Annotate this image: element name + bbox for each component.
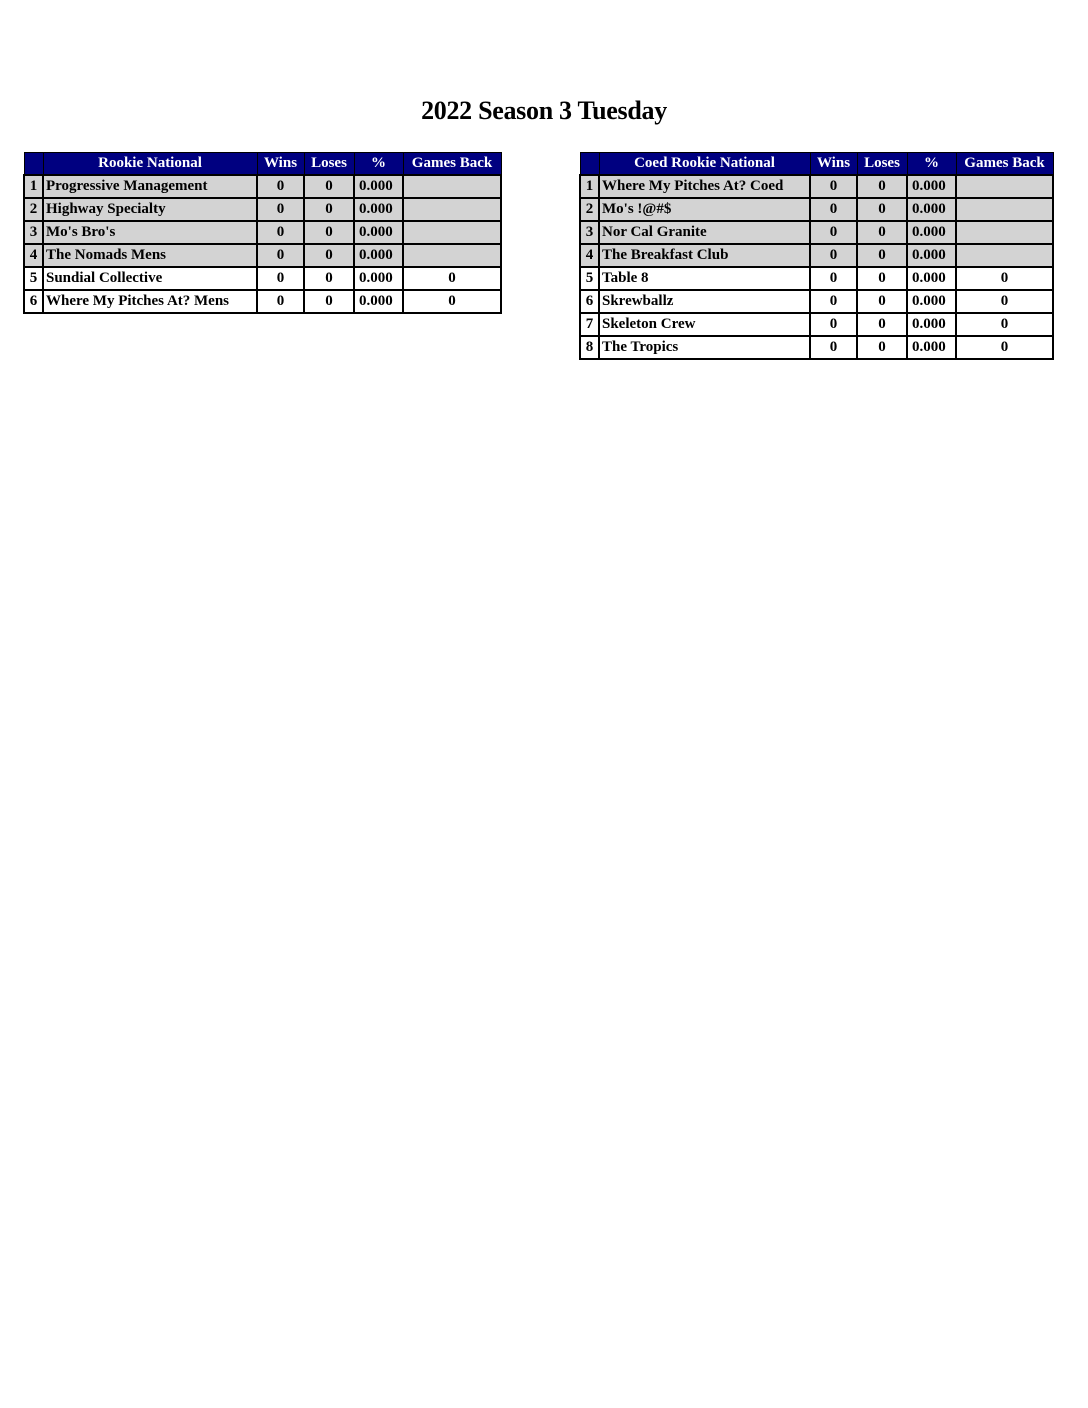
rank-cell: 4 [24, 244, 43, 267]
rank-cell: 2 [24, 198, 43, 221]
table-row [580, 198, 1053, 221]
loses-column-header: Loses [304, 153, 354, 176]
division-header: Coed Rookie National [599, 153, 810, 176]
loses-cell: 0 [857, 244, 907, 267]
games-back-cell: 0 [956, 290, 1053, 313]
loses-cell: 0 [857, 175, 907, 198]
rank-cell: 5 [24, 267, 43, 290]
team-name-cell: Sundial Collective [43, 267, 257, 290]
team-name-cell: Where My Pitches At? Coed [599, 175, 810, 198]
team-name-cell: Skeleton Crew [599, 313, 810, 336]
team-name-cell: Mo's !@#$ [599, 198, 810, 221]
games-back-cell: 0 [956, 313, 1053, 336]
table-row [580, 267, 1053, 290]
table-header-row [580, 153, 1053, 176]
wins-cell: 0 [257, 290, 304, 313]
rank-cell: 5 [580, 267, 599, 290]
games-back-column-header: Games Back [956, 153, 1053, 176]
rank-column-header [24, 153, 43, 176]
rank-cell: 7 [580, 313, 599, 336]
loses-cell: 0 [304, 290, 354, 313]
table-row [24, 244, 501, 267]
pct-cell: 0.000 [907, 221, 956, 244]
rank-cell: 3 [580, 221, 599, 244]
rank-cell: 1 [580, 175, 599, 198]
team-name-cell: The Breakfast Club [599, 244, 810, 267]
wins-cell: 0 [257, 198, 304, 221]
wins-cell: 0 [810, 175, 857, 198]
rank-cell: 1 [24, 175, 43, 198]
team-name-cell: Progressive Management [43, 175, 257, 198]
games-back-cell [403, 221, 501, 244]
loses-cell: 0 [857, 267, 907, 290]
team-name-cell: The Tropics [599, 336, 810, 359]
table-header-row [24, 153, 501, 176]
games-back-cell [956, 198, 1053, 221]
table-row [24, 198, 501, 221]
pct-cell: 0.000 [354, 198, 403, 221]
table-row [580, 336, 1053, 359]
pct-cell: 0.000 [907, 336, 956, 359]
games-back-cell: 0 [403, 290, 501, 313]
loses-column-header: Loses [857, 153, 907, 176]
pct-column-header: % [907, 153, 956, 176]
team-name-cell: Where My Pitches At? Mens [43, 290, 257, 313]
loses-cell: 0 [857, 290, 907, 313]
wins-column-header: Wins [257, 153, 304, 176]
pct-cell: 0.000 [907, 175, 956, 198]
wins-cell: 0 [810, 221, 857, 244]
table-row [580, 175, 1053, 198]
pct-cell: 0.000 [907, 244, 956, 267]
wins-cell: 0 [810, 267, 857, 290]
wins-cell: 0 [810, 244, 857, 267]
rank-column-header [580, 153, 599, 176]
wins-cell: 0 [810, 290, 857, 313]
wins-cell: 0 [257, 221, 304, 244]
wins-cell: 0 [257, 267, 304, 290]
loses-cell: 0 [304, 244, 354, 267]
pct-cell: 0.000 [907, 198, 956, 221]
games-back-cell [956, 175, 1053, 198]
team-name-cell: Highway Specialty [43, 198, 257, 221]
loses-cell: 0 [304, 267, 354, 290]
loses-cell: 0 [304, 221, 354, 244]
pct-column-header: % [354, 153, 403, 176]
rank-cell: 6 [580, 290, 599, 313]
games-back-cell [403, 244, 501, 267]
table-row [24, 290, 501, 313]
table-row [24, 221, 501, 244]
table-row [580, 221, 1053, 244]
pct-cell: 0.000 [907, 267, 956, 290]
games-back-cell [956, 221, 1053, 244]
rank-cell: 2 [580, 198, 599, 221]
division-header: Rookie National [43, 153, 257, 176]
rank-cell: 3 [24, 221, 43, 244]
standings-table-coed-rookie-national [579, 152, 1054, 360]
rank-cell: 6 [24, 290, 43, 313]
pct-cell: 0.000 [354, 290, 403, 313]
loses-cell: 0 [857, 336, 907, 359]
loses-cell: 0 [304, 198, 354, 221]
team-name-cell: Table 8 [599, 267, 810, 290]
wins-cell: 0 [257, 244, 304, 267]
team-name-cell: Mo's Bro's [43, 221, 257, 244]
wins-cell: 0 [810, 198, 857, 221]
team-name-cell: Nor Cal Granite [599, 221, 810, 244]
table-row [24, 175, 501, 198]
pct-cell: 0.000 [907, 313, 956, 336]
games-back-cell: 0 [956, 267, 1053, 290]
games-back-cell [403, 198, 501, 221]
loses-cell: 0 [304, 175, 354, 198]
table-row [580, 313, 1053, 336]
loses-cell: 0 [857, 221, 907, 244]
games-back-cell: 0 [956, 336, 1053, 359]
wins-column-header: Wins [810, 153, 857, 176]
team-name-cell: The Nomads Mens [43, 244, 257, 267]
games-back-cell: 0 [403, 267, 501, 290]
page-title: 2022 Season 3 Tuesday [421, 96, 667, 125]
pct-cell: 0.000 [354, 244, 403, 267]
games-back-cell [956, 244, 1053, 267]
pct-cell: 0.000 [354, 267, 403, 290]
rank-cell: 4 [580, 244, 599, 267]
standings-table-rookie-national [23, 152, 502, 314]
loses-cell: 0 [857, 198, 907, 221]
pct-cell: 0.000 [907, 290, 956, 313]
team-name-cell: Skrewballz [599, 290, 810, 313]
wins-cell: 0 [257, 175, 304, 198]
pct-cell: 0.000 [354, 175, 403, 198]
table-row [580, 290, 1053, 313]
pct-cell: 0.000 [354, 221, 403, 244]
games-back-cell [403, 175, 501, 198]
table-row [580, 244, 1053, 267]
wins-cell: 0 [810, 336, 857, 359]
wins-cell: 0 [810, 313, 857, 336]
table-row [24, 267, 501, 290]
loses-cell: 0 [857, 313, 907, 336]
rank-cell: 8 [580, 336, 599, 359]
games-back-column-header: Games Back [403, 153, 501, 176]
